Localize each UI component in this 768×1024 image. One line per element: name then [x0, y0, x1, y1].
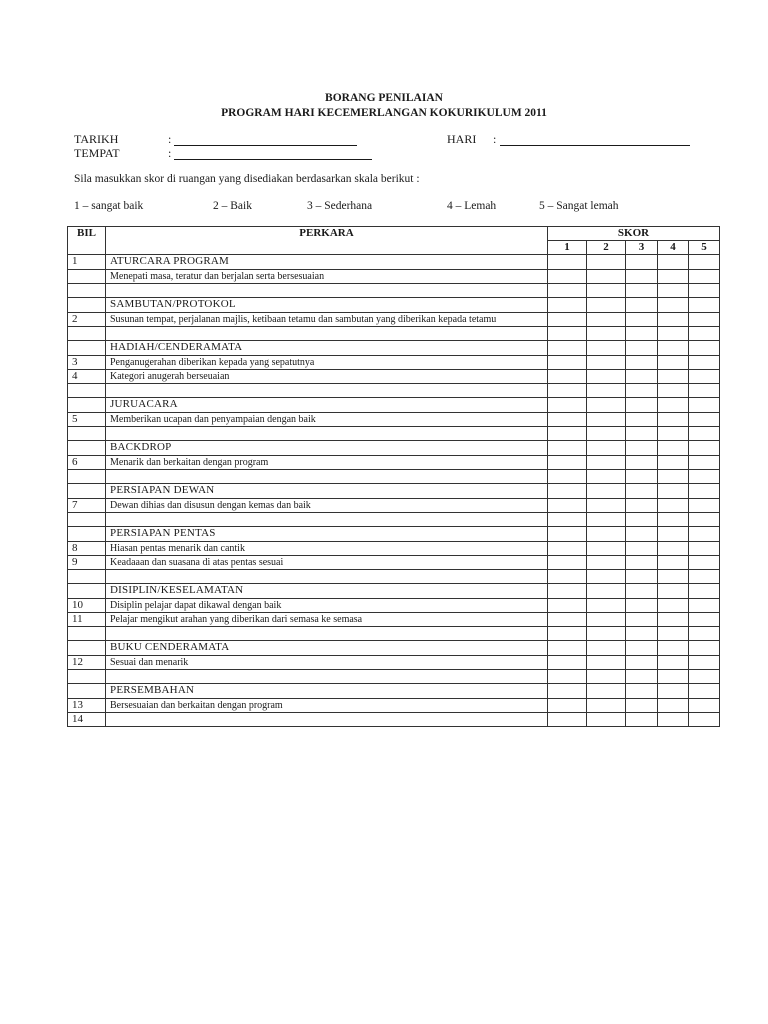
score-cell-4[interactable] — [658, 713, 689, 727]
table-row — [68, 584, 720, 599]
score-cell-5[interactable] — [689, 599, 720, 613]
score-cell-2[interactable] — [587, 641, 626, 656]
score-cell-5[interactable] — [689, 527, 720, 542]
score-cell-5[interactable] — [689, 313, 720, 327]
score-cell-4[interactable] — [658, 341, 689, 356]
score-cell-2[interactable] — [587, 384, 626, 398]
score-cell-4[interactable] — [658, 270, 689, 284]
row-bil — [68, 298, 106, 313]
tempat-separator: : — [168, 146, 172, 160]
table-row — [68, 313, 720, 327]
section-heading: PERSEMBAHAN — [106, 684, 548, 699]
criteria-text — [106, 327, 548, 341]
score-cell-2[interactable] — [587, 499, 626, 513]
score-cell-1[interactable] — [548, 341, 587, 356]
hari-field[interactable] — [500, 145, 690, 146]
score-cell-1[interactable] — [548, 684, 587, 699]
score-cell-4[interactable] — [658, 599, 689, 613]
score-cell-2[interactable] — [587, 556, 626, 570]
table-row — [68, 356, 720, 370]
score-cell-5[interactable] — [689, 613, 720, 627]
table-row — [68, 456, 720, 470]
row-bil — [68, 584, 106, 599]
scale-1: 1 – sangat baik — [74, 200, 144, 212]
score-cell-1[interactable] — [548, 627, 587, 641]
score-cell-1[interactable] — [548, 513, 587, 527]
score-cell-4[interactable] — [658, 542, 689, 556]
score-cell-3[interactable] — [626, 441, 658, 456]
row-bil — [68, 427, 106, 441]
score-cell-5[interactable] — [689, 284, 720, 298]
table-row — [68, 255, 720, 270]
score-cell-4[interactable] — [658, 441, 689, 456]
criteria-text — [106, 384, 548, 398]
score-cell-4[interactable] — [658, 613, 689, 627]
tarikh-separator: : — [168, 132, 172, 146]
table-row — [68, 613, 720, 627]
score-cell-3[interactable] — [626, 255, 658, 270]
score-cell-4[interactable] — [658, 398, 689, 413]
score-cell-5[interactable] — [689, 713, 720, 727]
row-bil: 8 — [68, 542, 106, 556]
table-row — [68, 656, 720, 670]
score-cell-2[interactable] — [587, 570, 626, 584]
header-bil: BIL — [68, 227, 106, 255]
row-bil — [68, 627, 106, 641]
criteria-text — [106, 427, 548, 441]
score-cell-3[interactable] — [626, 699, 658, 713]
score-cell-2[interactable] — [587, 255, 626, 270]
row-bil — [68, 341, 106, 356]
row-bil — [68, 398, 106, 413]
table-row — [68, 599, 720, 613]
score-cell-3[interactable] — [626, 556, 658, 570]
score-cell-1[interactable] — [548, 255, 587, 270]
form-title: BORANG PENILAIAN — [325, 92, 443, 104]
score-cell-2[interactable] — [587, 542, 626, 556]
row-bil: 11 — [68, 613, 106, 627]
score-cell-1[interactable] — [548, 713, 587, 727]
score-cell-4[interactable] — [658, 298, 689, 313]
score-cell-3[interactable] — [626, 684, 658, 699]
table-row — [68, 513, 720, 527]
score-cell-4[interactable] — [658, 570, 689, 584]
row-bil: 3 — [68, 356, 106, 370]
row-bil — [68, 327, 106, 341]
score-cell-4[interactable] — [658, 513, 689, 527]
table-row — [68, 684, 720, 699]
score-cell-5[interactable] — [689, 513, 720, 527]
row-bil — [68, 484, 106, 499]
score-cell-4[interactable] — [658, 670, 689, 684]
skor-header-5: 5 — [689, 241, 720, 255]
score-cell-2[interactable] — [587, 684, 626, 699]
skor-header-3: 3 — [626, 241, 658, 255]
score-cell-2[interactable] — [587, 484, 626, 499]
score-cell-5[interactable] — [689, 627, 720, 641]
score-cell-2[interactable] — [587, 527, 626, 542]
row-bil — [68, 670, 106, 684]
table-row — [68, 627, 720, 641]
score-cell-1[interactable] — [548, 470, 587, 484]
score-cell-5[interactable] — [689, 641, 720, 656]
score-cell-1[interactable] — [548, 570, 587, 584]
row-bil: 6 — [68, 456, 106, 470]
score-cell-4[interactable] — [658, 699, 689, 713]
score-cell-5[interactable] — [689, 255, 720, 270]
criteria-text: Dewan dihias dan disusun dengan kemas dan baik — [106, 499, 548, 513]
score-cell-1[interactable] — [548, 599, 587, 613]
row-bil: 12 — [68, 656, 106, 670]
criteria-text — [106, 470, 548, 484]
table-row — [68, 298, 720, 313]
score-cell-2[interactable] — [587, 270, 626, 284]
score-cell-1[interactable] — [548, 370, 587, 384]
score-cell-2[interactable] — [587, 313, 626, 327]
table-row — [68, 713, 720, 727]
score-cell-5[interactable] — [689, 484, 720, 499]
table-row — [68, 370, 720, 384]
tarikh-field[interactable] — [174, 145, 357, 146]
score-cell-3[interactable] — [626, 484, 658, 499]
score-cell-2[interactable] — [587, 341, 626, 356]
row-bil — [68, 641, 106, 656]
score-cell-2[interactable] — [587, 613, 626, 627]
score-cell-5[interactable] — [689, 656, 720, 670]
score-cell-5[interactable] — [689, 356, 720, 370]
score-cell-4[interactable] — [658, 413, 689, 427]
row-bil: 2 — [68, 313, 106, 327]
score-cell-2[interactable] — [587, 456, 626, 470]
score-cell-1[interactable] — [548, 356, 587, 370]
score-cell-2[interactable] — [587, 584, 626, 599]
score-cell-3[interactable] — [626, 613, 658, 627]
score-cell-1[interactable] — [548, 398, 587, 413]
score-cell-5[interactable] — [689, 298, 720, 313]
table-row — [68, 284, 720, 298]
score-cell-5[interactable] — [689, 684, 720, 699]
hari-separator: : — [493, 132, 497, 146]
score-cell-1[interactable] — [548, 499, 587, 513]
skor-header-4: 4 — [658, 241, 689, 255]
score-cell-5[interactable] — [689, 270, 720, 284]
score-cell-4[interactable] — [658, 627, 689, 641]
score-cell-5[interactable] — [689, 398, 720, 413]
score-cell-2[interactable] — [587, 284, 626, 298]
table-row — [68, 398, 720, 413]
criteria-text — [106, 713, 548, 727]
score-cell-3[interactable] — [626, 456, 658, 470]
criteria-text: Bersesuaian dan berkaitan dengan program — [106, 699, 548, 713]
score-cell-1[interactable] — [548, 298, 587, 313]
skor-header-2: 2 — [587, 241, 626, 255]
score-cell-1[interactable] — [548, 556, 587, 570]
row-bil: 14 — [68, 713, 106, 727]
criteria-text — [106, 284, 548, 298]
score-cell-3[interactable] — [626, 356, 658, 370]
score-cell-1[interactable] — [548, 584, 587, 599]
score-cell-2[interactable] — [587, 699, 626, 713]
score-cell-2[interactable] — [587, 356, 626, 370]
score-cell-5[interactable] — [689, 441, 720, 456]
score-cell-4[interactable] — [658, 641, 689, 656]
score-cell-4[interactable] — [658, 313, 689, 327]
score-cell-4[interactable] — [658, 499, 689, 513]
score-cell-3[interactable] — [626, 584, 658, 599]
row-bil: 5 — [68, 413, 106, 427]
score-cell-4[interactable] — [658, 556, 689, 570]
score-cell-5[interactable] — [689, 542, 720, 556]
score-cell-3[interactable] — [626, 513, 658, 527]
table-row — [68, 542, 720, 556]
evaluation-table — [67, 226, 720, 727]
score-cell-5[interactable] — [689, 670, 720, 684]
score-cell-4[interactable] — [658, 384, 689, 398]
score-cell-1[interactable] — [548, 542, 587, 556]
score-cell-4[interactable] — [658, 527, 689, 542]
table-row — [68, 527, 720, 542]
section-heading: DISIPLIN/KESELAMATAN — [106, 584, 548, 599]
row-bil: 9 — [68, 556, 106, 570]
score-cell-4[interactable] — [658, 584, 689, 599]
criteria-text: Pelajar mengikut arahan yang diberikan dari semasa ke semasa — [106, 613, 548, 627]
score-cell-4[interactable] — [658, 456, 689, 470]
score-cell-1[interactable] — [548, 284, 587, 298]
row-bil — [68, 384, 106, 398]
score-cell-5[interactable] — [689, 456, 720, 470]
criteria-text: Penganugerahan diberikan kepada yang sepatutnya — [106, 356, 548, 370]
score-cell-5[interactable] — [689, 556, 720, 570]
score-cell-2[interactable] — [587, 413, 626, 427]
criteria-text: Disiplin pelajar dapat dikawal dengan baik — [106, 599, 548, 613]
score-cell-4[interactable] — [658, 255, 689, 270]
score-cell-3[interactable] — [626, 570, 658, 584]
score-cell-4[interactable] — [658, 284, 689, 298]
table-row — [68, 384, 720, 398]
score-cell-3[interactable] — [626, 713, 658, 727]
score-cell-5[interactable] — [689, 470, 720, 484]
score-cell-1[interactable] — [548, 456, 587, 470]
score-cell-4[interactable] — [658, 356, 689, 370]
score-cell-1[interactable] — [548, 484, 587, 499]
table-row — [68, 270, 720, 284]
score-cell-3[interactable] — [626, 427, 658, 441]
table-row — [68, 641, 720, 656]
section-heading: PERSIAPAN PENTAS — [106, 527, 548, 542]
section-heading: HADIAH/CENDERAMATA — [106, 341, 548, 356]
score-cell-5[interactable] — [689, 570, 720, 584]
score-cell-1[interactable] — [548, 441, 587, 456]
score-cell-4[interactable] — [658, 484, 689, 499]
score-cell-1[interactable] — [548, 427, 587, 441]
table-row — [68, 413, 720, 427]
score-cell-4[interactable] — [658, 684, 689, 699]
score-cell-1[interactable] — [548, 270, 587, 284]
skor-header-1: 1 — [548, 241, 587, 255]
scale-2: 2 – Baik — [213, 200, 252, 212]
row-bil: 10 — [68, 599, 106, 613]
score-cell-5[interactable] — [689, 413, 720, 427]
score-cell-3[interactable] — [626, 270, 658, 284]
table-row — [68, 670, 720, 684]
hari-label: HARI — [447, 132, 477, 146]
score-cell-4[interactable] — [658, 370, 689, 384]
score-cell-1[interactable] — [548, 413, 587, 427]
score-cell-3[interactable] — [626, 656, 658, 670]
table-row — [68, 499, 720, 513]
section-heading: BUKU CENDERAMATA — [106, 641, 548, 656]
score-cell-5[interactable] — [689, 341, 720, 356]
section-heading: PERSIAPAN DEWAN — [106, 484, 548, 499]
criteria-text: Menarik dan berkaitan dengan program — [106, 456, 548, 470]
score-cell-5[interactable] — [689, 384, 720, 398]
score-cell-1[interactable] — [548, 313, 587, 327]
form-subtitle: PROGRAM HARI KECEMERLANGAN KOKURIKULUM 2011 — [221, 107, 547, 119]
tarikh-label: TARIKH — [74, 132, 119, 146]
score-cell-3[interactable] — [626, 384, 658, 398]
tempat-field[interactable] — [174, 159, 372, 160]
score-cell-5[interactable] — [689, 427, 720, 441]
score-cell-3[interactable] — [626, 341, 658, 356]
instruction-text: Sila masukkan skor di ruangan yang disediakan berdasarkan skala berikut : — [74, 173, 420, 185]
score-cell-2[interactable] — [587, 327, 626, 341]
score-cell-1[interactable] — [548, 384, 587, 398]
score-cell-3[interactable] — [626, 499, 658, 513]
criteria-text: Sesuai dan menarik — [106, 656, 548, 670]
score-cell-2[interactable] — [587, 427, 626, 441]
score-cell-5[interactable] — [689, 584, 720, 599]
score-cell-3[interactable] — [626, 284, 658, 298]
row-bil: 4 — [68, 370, 106, 384]
score-cell-2[interactable] — [587, 713, 626, 727]
criteria-text — [106, 670, 548, 684]
scale-4: 4 – Lemah — [447, 200, 497, 212]
score-cell-3[interactable] — [626, 470, 658, 484]
section-heading: SAMBUTAN/PROTOKOL — [106, 298, 548, 313]
score-cell-1[interactable] — [548, 613, 587, 627]
table-row — [68, 427, 720, 441]
score-cell-3[interactable] — [626, 542, 658, 556]
score-cell-3[interactable] — [626, 599, 658, 613]
criteria-text: Memberikan ucapan dan penyampaian dengan baik — [106, 413, 548, 427]
row-bil — [68, 570, 106, 584]
scale-3: 3 – Sederhana — [307, 200, 373, 212]
score-cell-5[interactable] — [689, 327, 720, 341]
row-bil — [68, 513, 106, 527]
row-bil — [68, 441, 106, 456]
row-bil: 1 — [68, 255, 106, 270]
row-bil — [68, 684, 106, 699]
table-body — [68, 255, 720, 727]
score-cell-1[interactable] — [548, 641, 587, 656]
score-cell-5[interactable] — [689, 499, 720, 513]
score-cell-3[interactable] — [626, 527, 658, 542]
criteria-text: Hiasan pentas menarik dan cantik — [106, 542, 548, 556]
section-heading: BACKDROP — [106, 441, 548, 456]
score-cell-3[interactable] — [626, 627, 658, 641]
table-row — [68, 699, 720, 713]
header-perkara: PERKARA — [106, 227, 548, 255]
score-cell-2[interactable] — [587, 627, 626, 641]
score-cell-2[interactable] — [587, 370, 626, 384]
table-row — [68, 441, 720, 456]
score-cell-3[interactable] — [626, 641, 658, 656]
score-cell-2[interactable] — [587, 398, 626, 413]
score-cell-4[interactable] — [658, 470, 689, 484]
table-row — [68, 556, 720, 570]
score-cell-1[interactable] — [548, 670, 587, 684]
score-cell-2[interactable] — [587, 470, 626, 484]
table-row — [68, 341, 720, 356]
score-cell-2[interactable] — [587, 513, 626, 527]
row-bil — [68, 270, 106, 284]
criteria-text: Susunan tempat, perjalanan majlis, ketibaan tetamu dan sambutan yang diberikan kepada tetamu — [106, 313, 548, 327]
table-row — [68, 327, 720, 341]
row-bil: 7 — [68, 499, 106, 513]
score-cell-2[interactable] — [587, 298, 626, 313]
score-cell-3[interactable] — [626, 670, 658, 684]
score-cell-2[interactable] — [587, 670, 626, 684]
criteria-text: Kategori anugerah berseuaian — [106, 370, 548, 384]
criteria-text — [106, 513, 548, 527]
table-row — [68, 470, 720, 484]
score-cell-2[interactable] — [587, 441, 626, 456]
score-cell-4[interactable] — [658, 427, 689, 441]
scale-5: 5 – Sangat lemah — [539, 200, 619, 212]
score-cell-3[interactable] — [626, 413, 658, 427]
score-cell-3[interactable] — [626, 298, 658, 313]
criteria-text — [106, 627, 548, 641]
section-heading: JURUACARA — [106, 398, 548, 413]
row-bil — [68, 284, 106, 298]
score-cell-5[interactable] — [689, 370, 720, 384]
score-cell-4[interactable] — [658, 656, 689, 670]
row-bil: 13 — [68, 699, 106, 713]
section-heading: ATURCARA PROGRAM — [106, 255, 548, 270]
row-bil — [68, 470, 106, 484]
score-cell-1[interactable] — [548, 656, 587, 670]
score-cell-1[interactable] — [548, 327, 587, 341]
row-bil — [68, 527, 106, 542]
tempat-label: TEMPAT — [74, 146, 120, 160]
score-cell-1[interactable] — [548, 527, 587, 542]
table-row — [68, 570, 720, 584]
score-cell-3[interactable] — [626, 398, 658, 413]
table-row — [68, 484, 720, 499]
score-cell-3[interactable] — [626, 327, 658, 341]
header-skor: SKOR — [548, 227, 720, 241]
score-cell-2[interactable] — [587, 599, 626, 613]
score-cell-4[interactable] — [658, 327, 689, 341]
score-cell-1[interactable] — [548, 699, 587, 713]
criteria-text: Menepati masa, teratur dan berjalan serta bersesuaian — [106, 270, 548, 284]
criteria-text: Keadaaan dan suasana di atas pentas sesuai — [106, 556, 548, 570]
score-cell-3[interactable] — [626, 370, 658, 384]
score-cell-5[interactable] — [689, 699, 720, 713]
criteria-text — [106, 570, 548, 584]
score-cell-3[interactable] — [626, 313, 658, 327]
score-cell-2[interactable] — [587, 656, 626, 670]
